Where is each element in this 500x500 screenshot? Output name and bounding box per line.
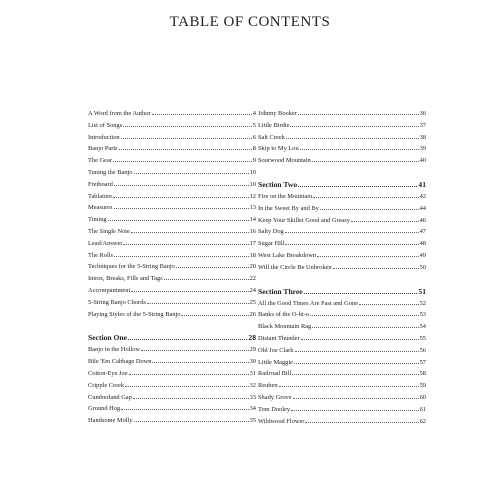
dot-leader	[300, 143, 419, 150]
toc-entry-title: The Gear	[88, 157, 112, 165]
toc-entry-title: Keep Your Skillet Good and Greasy	[258, 216, 350, 224]
toc-entry-page: 34	[249, 405, 256, 413]
toc-entry[interactable]	[258, 215, 426, 227]
toc-entry-page: 54	[419, 323, 426, 331]
toc-entry-title: Will the Circle Be Unbroken	[258, 263, 332, 271]
toc-entry[interactable]	[88, 403, 256, 415]
dot-leader	[181, 309, 248, 316]
toc-entry-title: Wildwood Flower	[258, 417, 305, 425]
dot-leader	[125, 380, 249, 387]
toc-entry[interactable]	[88, 214, 256, 226]
toc-entry[interactable]	[88, 309, 256, 321]
toc-entry-page: 26	[249, 310, 256, 318]
toc-entry-page: 61	[419, 405, 426, 413]
dot-leader	[333, 262, 419, 269]
dot-leader	[301, 333, 419, 340]
toc-entry-page: 16	[249, 227, 256, 235]
toc-entry[interactable]	[258, 132, 426, 144]
dot-leader	[293, 392, 419, 399]
dot-leader	[285, 226, 419, 233]
toc-entry-title: Lead/Answer	[88, 239, 123, 247]
toc-entry-page: 28	[248, 333, 256, 343]
toc-entry-title: Reuben	[258, 382, 278, 390]
toc-entry-title: Accompaniment	[88, 286, 131, 294]
toc-entry-title: Section Two	[258, 179, 298, 189]
dot-leader	[123, 120, 252, 127]
page-title: TABLE OF CONTENTS	[169, 14, 331, 30]
toc-entry-title: Cotton-Eye Joe	[88, 369, 128, 377]
toc-entry-title: Skip to My Lou	[258, 145, 299, 153]
dot-leader	[312, 155, 419, 162]
toc-entry-page: 57	[419, 358, 426, 366]
toc-entry-page: 44	[419, 204, 426, 212]
toc-entry[interactable]	[88, 226, 256, 238]
toc-entry[interactable]	[258, 203, 426, 215]
toc-entry[interactable]	[88, 179, 256, 191]
toc-entry[interactable]	[258, 298, 426, 310]
toc-entry[interactable]	[258, 226, 426, 238]
toc-entry-title: Salt Creek	[258, 133, 285, 141]
toc-entry-title: Playing Styles of the 5-String Banjo	[88, 310, 181, 318]
dot-leader	[310, 309, 419, 316]
toc-entry[interactable]	[88, 273, 256, 285]
toc-entry-page: 48	[419, 240, 426, 248]
toc-entry[interactable]	[258, 262, 426, 274]
dot-leader	[285, 238, 418, 245]
dot-leader	[114, 202, 249, 209]
toc-entry-title: Johnny Booker	[258, 110, 297, 117]
toc-entry-page: 36	[419, 110, 426, 117]
toc-entry-page: 5	[252, 121, 256, 129]
toc-entry[interactable]	[258, 321, 426, 333]
toc-entry-title: Measures	[88, 204, 113, 212]
toc-entry-page: 13	[249, 204, 256, 212]
dot-leader	[286, 132, 419, 139]
dot-leader	[123, 238, 248, 245]
toc-entry-page: 38	[419, 133, 426, 141]
toc-entry[interactable]	[258, 416, 426, 428]
toc-entry-page: 33	[249, 393, 256, 401]
section-gap	[258, 274, 426, 286]
toc-entry-title: Black Mountain Rag	[258, 323, 312, 331]
dot-leader	[359, 298, 419, 305]
toc-entry-page: 10	[249, 168, 256, 176]
toc-entry-title: Little Maggie	[258, 358, 293, 366]
dot-leader	[152, 108, 252, 115]
toc-entry-page: 6	[252, 133, 256, 141]
toc-entry[interactable]	[258, 108, 426, 120]
toc-entry-title: Intros, Breaks, Fills and Tags	[88, 275, 163, 283]
dot-leader	[298, 180, 417, 187]
dot-leader	[133, 392, 249, 399]
toc-entry-page: 47	[419, 228, 426, 236]
toc-entry[interactable]	[88, 202, 256, 214]
toc-entry-title: A Word from the Author	[88, 110, 151, 117]
dot-leader	[134, 167, 249, 174]
toc-entry-page: 24	[249, 286, 256, 294]
toc-entry-page: 18	[249, 251, 256, 259]
toc-entry[interactable]	[258, 155, 426, 167]
dot-leader	[129, 368, 249, 375]
toc-right-column	[258, 108, 426, 427]
dot-leader	[295, 345, 419, 352]
toc-entry-page: 10	[249, 180, 256, 188]
toc-entry[interactable]	[88, 155, 256, 167]
toc-entry-title: Banjo Parts	[88, 145, 118, 153]
dot-leader	[131, 285, 248, 292]
toc-entry-page: 4	[252, 110, 256, 117]
dot-leader	[320, 203, 419, 210]
toc-entry-page: 52	[419, 299, 426, 307]
toc-entry-title: List of Songs	[88, 121, 123, 129]
toc-entry[interactable]	[258, 120, 426, 132]
toc-entry-title: Cumberland Gap	[88, 393, 132, 401]
dot-leader	[152, 356, 248, 363]
toc-entry[interactable]	[88, 415, 256, 427]
toc-entry-page: 60	[419, 393, 426, 401]
toc-entry-title: The Rolls	[88, 251, 114, 259]
dot-leader	[298, 108, 419, 115]
dot-leader	[291, 404, 419, 411]
toc-entry-page: 51	[418, 286, 426, 296]
toc-entry-title: Fire on the Mountain	[258, 192, 313, 200]
dot-leader	[164, 273, 249, 280]
toc-entry[interactable]	[88, 356, 256, 368]
toc-entry-page: 22	[249, 275, 256, 283]
toc-entry[interactable]	[88, 250, 256, 262]
toc-entry[interactable]	[258, 357, 426, 369]
toc-entry[interactable]	[258, 368, 426, 380]
toc-entry[interactable]	[258, 143, 426, 155]
toc-entry-page: 42	[419, 192, 426, 200]
toc-entry-page: 29	[249, 346, 256, 354]
toc-entry-title: Tuning the Banjo	[88, 168, 133, 176]
section-gap	[258, 167, 426, 179]
dot-leader	[141, 344, 249, 351]
dot-leader	[305, 416, 418, 423]
toc-entry-page: 14	[249, 216, 256, 224]
toc-entry[interactable]	[88, 238, 256, 250]
toc-entry-title: Fretboard	[88, 180, 113, 188]
toc-entry[interactable]	[258, 333, 426, 345]
dot-leader	[304, 287, 418, 294]
toc-entry-page: 20	[249, 263, 256, 271]
toc-entry-page: 9	[252, 157, 256, 165]
toc-entry-title: Timing	[88, 216, 107, 224]
dot-leader	[147, 297, 249, 304]
dot-leader	[113, 155, 252, 162]
toc-entry[interactable]	[258, 380, 426, 392]
toc-entry[interactable]	[258, 404, 426, 416]
toc-entry-title: 5-String Banjo Chords	[88, 298, 146, 306]
toc-entry[interactable]	[88, 143, 256, 155]
dot-leader	[114, 250, 249, 257]
dot-leader	[113, 191, 249, 198]
toc-entry-page: 46	[419, 216, 426, 224]
toc-entry-title: In the Sweet By and By	[258, 204, 319, 212]
toc-entry[interactable]	[88, 285, 256, 297]
dot-leader	[134, 415, 249, 422]
toc-entry-title: Tablature	[88, 192, 113, 200]
dot-leader	[128, 333, 247, 340]
toc-entry-page: 17	[249, 239, 256, 247]
toc-entry-title: Tom Dooley	[258, 405, 291, 413]
dot-leader	[351, 215, 419, 222]
toc-entry-title: Cripple Creek	[88, 381, 125, 389]
dot-leader	[317, 250, 419, 257]
toc-left-column	[88, 108, 256, 427]
toc-entry-title: Banjo in the Hollow	[88, 346, 141, 354]
toc-entry-title: Introduction	[88, 133, 120, 141]
toc-entry-page: 8	[252, 145, 256, 153]
toc-entry-title: Ground Hog	[88, 405, 121, 413]
toc-entry-page: 37	[419, 121, 426, 129]
toc-entry-page: 62	[419, 417, 426, 425]
toc-entry-title: Techniques for the 5-String Banjo	[88, 263, 175, 271]
dot-leader	[114, 179, 249, 186]
toc-section-heading[interactable]	[258, 179, 426, 191]
toc-entry-title: Handsome Molly	[88, 417, 133, 425]
toc-entry[interactable]	[88, 167, 256, 179]
toc-entry-page: 39	[419, 145, 426, 153]
toc-entry-title: Railroad Bill	[258, 370, 292, 378]
toc-entry-page: 49	[419, 251, 426, 259]
toc-entry-title: Section Three	[258, 286, 303, 296]
toc-entry[interactable]	[88, 380, 256, 392]
toc-entry-title: The Single Note	[88, 227, 130, 235]
dot-leader	[292, 368, 418, 375]
dot-leader	[119, 143, 252, 150]
toc-entry-title: Little Birdie	[258, 121, 290, 129]
toc-entry[interactable]	[258, 309, 426, 321]
toc-entry-page: 50	[419, 263, 426, 271]
toc-entry-title: Sourwood Mountain	[258, 157, 311, 165]
toc-entry-title: West Lake Breakdown	[258, 251, 317, 259]
toc-entry[interactable]	[88, 120, 256, 132]
toc-entry-page: 25	[249, 298, 256, 306]
toc-entry-title: Salty Dog	[258, 228, 284, 236]
toc-entry-page: 55	[419, 334, 426, 342]
toc-entry-title: Banks of the O-hi-o	[258, 311, 309, 319]
dot-leader	[294, 357, 419, 364]
toc-entry[interactable]	[88, 297, 256, 309]
section-gap	[88, 320, 256, 332]
toc-entry[interactable]	[258, 250, 426, 262]
toc-entry-page: 59	[419, 382, 426, 390]
toc-entry-page: 56	[419, 346, 426, 354]
toc-entry-title: Old Joe Clark	[258, 346, 294, 354]
toc-entry[interactable]	[258, 238, 426, 250]
toc-entry-page: 32	[249, 381, 256, 389]
toc-entry[interactable]	[258, 191, 426, 203]
dot-leader	[108, 214, 249, 221]
dot-leader	[176, 261, 249, 268]
toc-entry[interactable]	[88, 392, 256, 404]
toc-entry-page: 53	[419, 311, 426, 319]
toc-entry-title: All the Good Times Are Past and Gone	[258, 299, 358, 307]
toc-entry[interactable]	[88, 344, 256, 356]
toc-entry[interactable]	[88, 108, 256, 120]
toc-entry-page: 41	[418, 179, 426, 189]
toc-section-heading[interactable]	[258, 286, 426, 298]
toc-entry-page: 58	[419, 370, 426, 378]
toc-entry-page: 35	[249, 417, 256, 425]
toc-entry-page: 30	[249, 358, 256, 366]
toc-entry[interactable]	[88, 368, 256, 380]
toc-entry-title: Section One	[88, 333, 128, 343]
toc-entry[interactable]	[258, 392, 426, 404]
toc-entry[interactable]	[258, 345, 426, 357]
toc-entry-title: Sugar Hill	[258, 240, 285, 248]
dot-leader	[312, 321, 418, 328]
dot-leader	[279, 380, 419, 387]
toc-entry-title: Bile 'Em Cabbage Down	[88, 358, 152, 366]
toc-entry-page: 12	[249, 192, 256, 200]
toc-entry-page: 31	[249, 369, 256, 377]
dot-leader	[121, 403, 248, 410]
dot-leader	[290, 120, 418, 127]
dot-leader	[121, 132, 252, 139]
toc-entry-title: Distant Thunder	[258, 334, 300, 342]
toc-entry[interactable]	[88, 191, 256, 203]
dot-leader	[313, 191, 418, 198]
toc-entry-page: 40	[419, 157, 426, 165]
toc-section-heading[interactable]	[88, 332, 256, 344]
dot-leader	[131, 226, 249, 233]
toc-entry[interactable]	[88, 132, 256, 144]
toc-entry-title: Shady Grove	[258, 393, 292, 401]
toc-entry[interactable]	[88, 261, 256, 273]
